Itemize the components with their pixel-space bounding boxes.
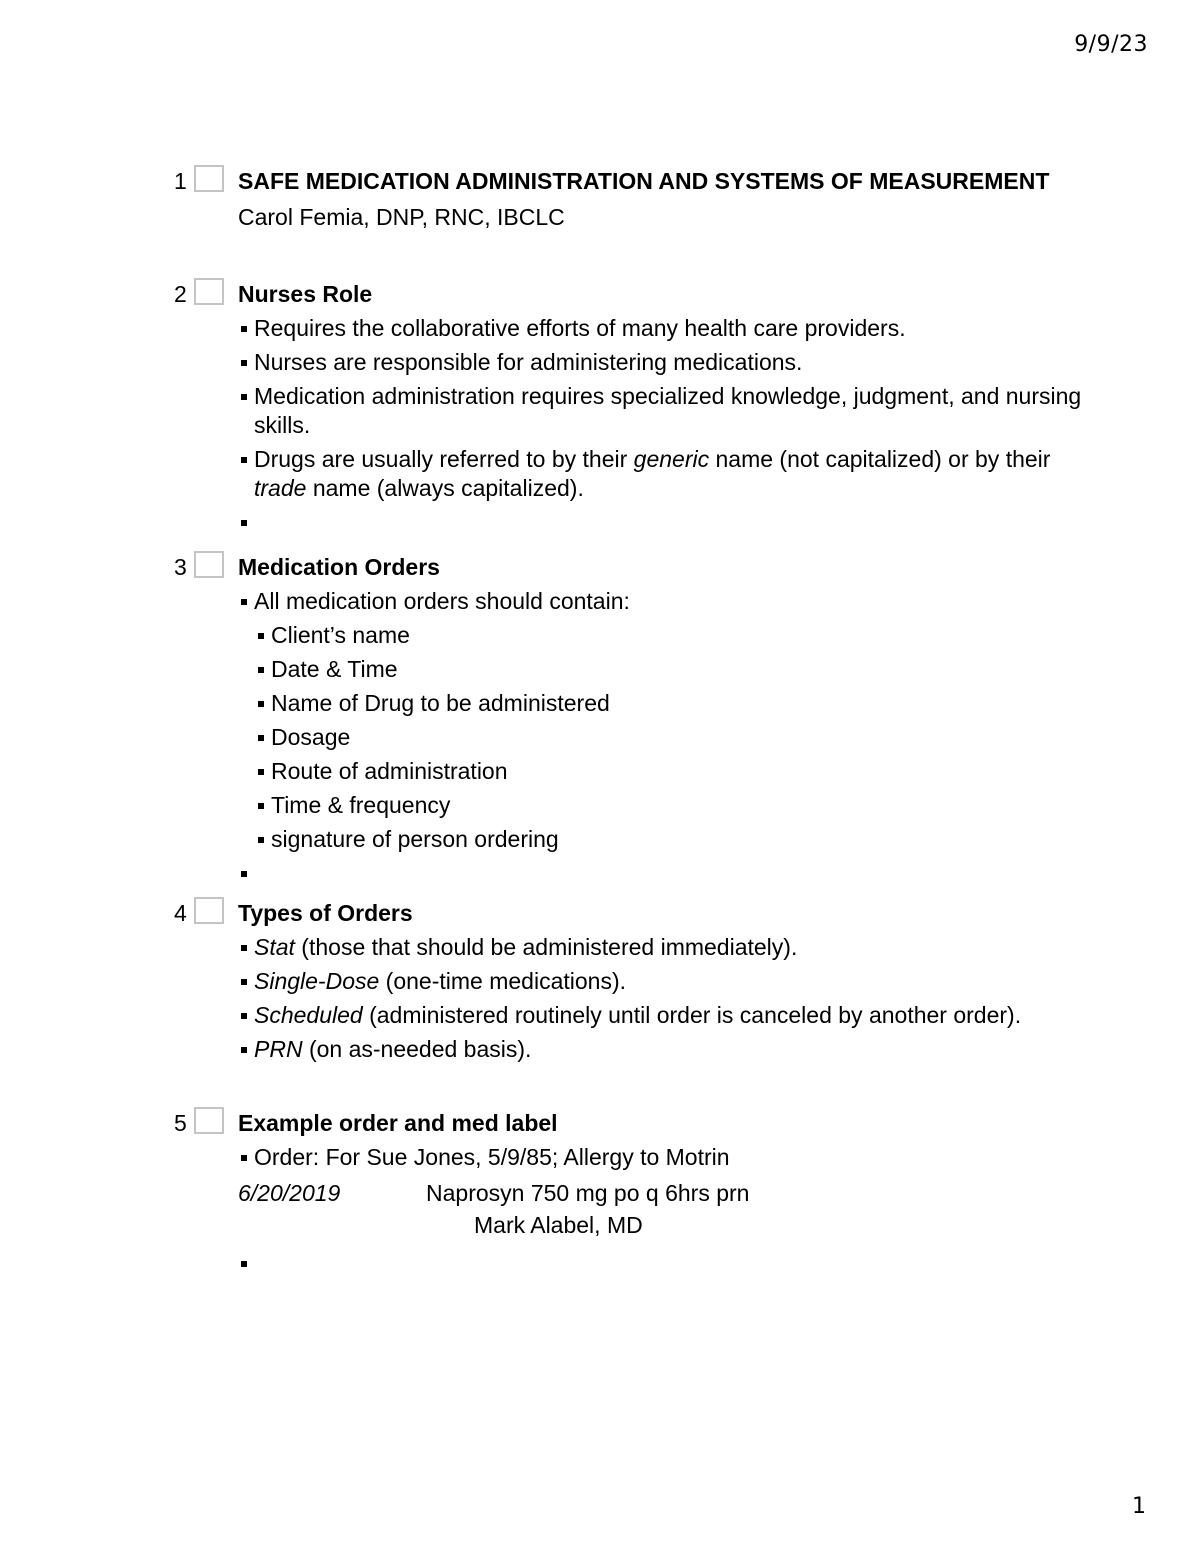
order-type-desc: (administered routinely until order is canceled by another order). xyxy=(362,1002,1022,1028)
slide-subtitle: Carol Femia, DNP, RNC, IBCLC xyxy=(238,204,565,230)
sub-bullet-item: Date & Time xyxy=(255,655,1090,684)
header-date: 9/9/23 xyxy=(1074,32,1148,57)
slide-title: SAFE MEDICATION ADMINISTRATION AND SYSTEMS OF MEASUREMENT xyxy=(238,168,1050,194)
sub-bullet-item: Name of Drug to be administered xyxy=(255,689,1090,718)
slide-thumbnail-box xyxy=(194,897,224,924)
page-number: 1 xyxy=(1132,1494,1146,1519)
bullet-text: Drugs are usually referred to by their xyxy=(254,446,634,472)
sub-bullet-item: Client’s name xyxy=(255,621,1090,650)
slide-title: Types of Orders xyxy=(238,900,413,926)
bullet-list xyxy=(238,587,1090,616)
bullet-text: name (not capitalized) or by their xyxy=(709,446,1051,472)
bullet-item xyxy=(238,1001,1090,1030)
bullet-item-empty xyxy=(238,1249,1090,1278)
bullet-list xyxy=(238,933,1090,1064)
slide-2 xyxy=(170,278,1090,542)
bullet-item: Order: For Sue Jones, 5/9/85; Allergy to Motrin xyxy=(238,1143,1090,1172)
bullet-item: Nurses are responsible for administering medications. xyxy=(238,348,1090,377)
bullet-item xyxy=(238,445,1090,503)
bullet-item: Requires the collaborative efforts of many health care providers. xyxy=(238,314,1090,343)
order-type-desc: (on as-needed basis). xyxy=(302,1036,532,1062)
bullet-italic-term: generic xyxy=(633,446,710,472)
sub-bullet-list xyxy=(255,621,1090,854)
sub-bullet-item: signature of person ordering xyxy=(255,825,1090,854)
bullet-italic-term: trade xyxy=(254,475,307,501)
slide-thumbnail-box xyxy=(194,165,224,192)
order-signature-line xyxy=(238,1209,1090,1241)
slide-thumbnail-box xyxy=(194,551,224,578)
bullet-item: Medication administration requires specialized knowledge, judgment, and nursing skills. xyxy=(238,382,1090,440)
order-type-desc: (those that should be administered immediately). xyxy=(294,934,798,960)
order-type-term: Single-Dose xyxy=(254,968,380,994)
slide-number: 3 xyxy=(174,554,187,580)
order-line xyxy=(238,1177,1090,1209)
slide-thumbnail-box xyxy=(194,1107,224,1134)
bullet-list xyxy=(238,1143,1090,1172)
slide-3 xyxy=(170,551,1090,893)
bullet-item xyxy=(238,1035,1090,1064)
order-signature: Mark Alabel, MD xyxy=(474,1212,643,1238)
slide-number: 1 xyxy=(174,168,187,194)
slide-5 xyxy=(170,1107,1090,1283)
bullet-list xyxy=(238,1249,1090,1278)
sub-bullet-item: Time & frequency xyxy=(255,791,1090,820)
slide-4 xyxy=(170,897,1090,1069)
order-type-desc: (one-time medications). xyxy=(379,968,626,994)
sub-bullet-item: Dosage xyxy=(255,723,1090,752)
slide-title: Medication Orders xyxy=(238,554,440,580)
bullet-list xyxy=(238,314,1090,537)
slide-thumbnail-box xyxy=(194,278,224,305)
bullet-item-empty xyxy=(238,859,1090,888)
slide-1 xyxy=(170,165,1090,233)
bullet-item: All medication orders should contain: xyxy=(238,587,1090,616)
sub-bullet-item: Route of administration xyxy=(255,757,1090,786)
slide-number: 5 xyxy=(174,1110,187,1136)
slide-title: Nurses Role xyxy=(238,281,373,307)
bullet-item xyxy=(238,933,1090,962)
bullet-list xyxy=(238,859,1090,888)
order-type-term: Stat xyxy=(254,934,295,960)
order-type-term: PRN xyxy=(254,1036,303,1062)
bullet-text: name (always capitalized). xyxy=(306,475,584,501)
bullet-item-empty xyxy=(238,508,1090,537)
bullet-item xyxy=(238,967,1090,996)
order-text: Naprosyn 750 mg po q 6hrs prn xyxy=(426,1180,750,1206)
order-date: 6/20/2019 xyxy=(238,1180,341,1206)
slide-number: 4 xyxy=(174,900,187,926)
slide-number: 2 xyxy=(174,281,187,307)
slide-title: Example order and med label xyxy=(238,1110,558,1136)
order-type-term: Scheduled xyxy=(254,1002,363,1028)
